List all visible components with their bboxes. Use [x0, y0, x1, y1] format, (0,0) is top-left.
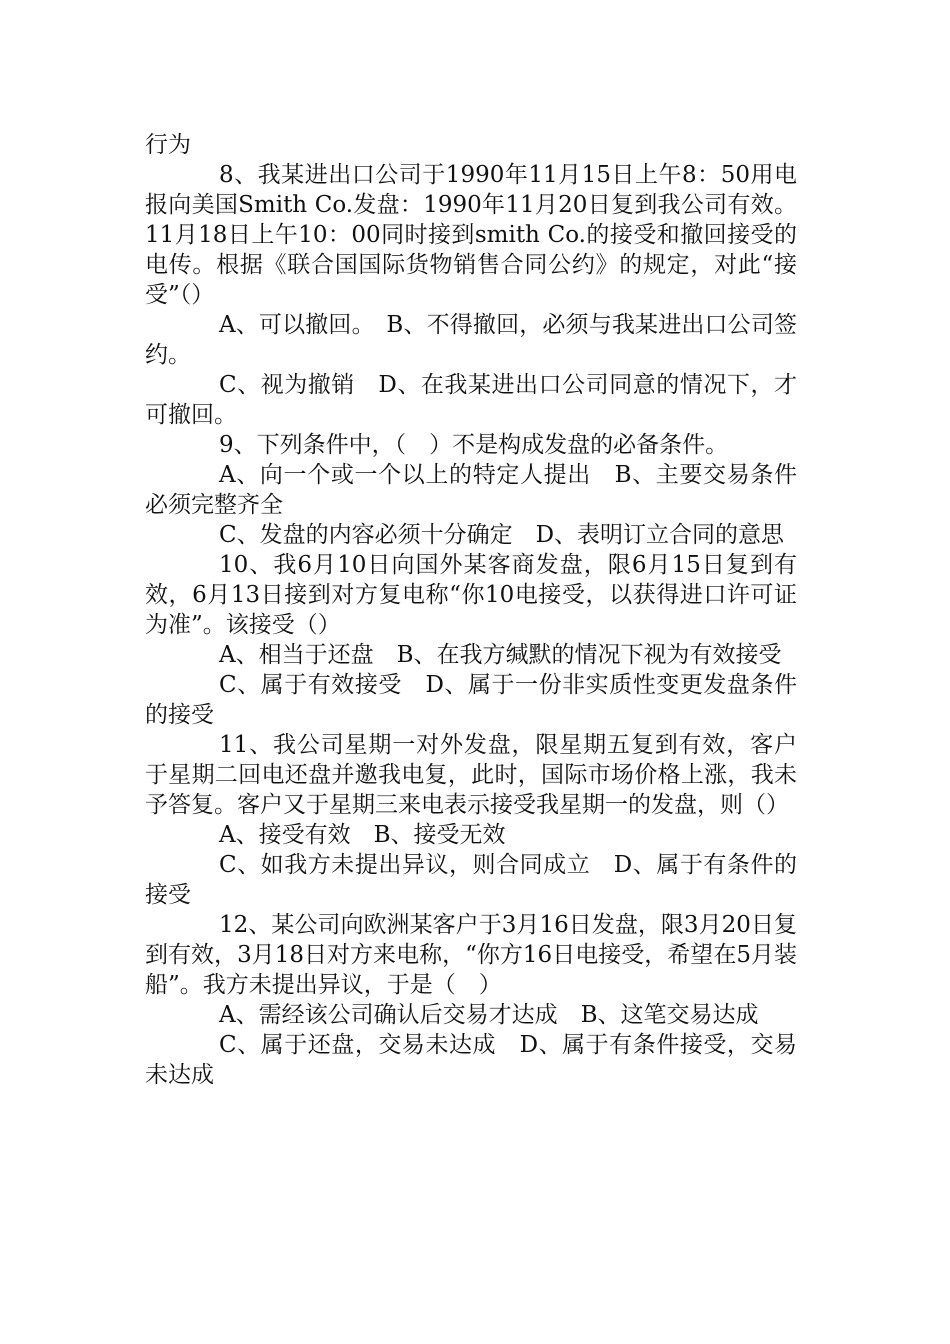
question-9: 9、下列条件中，（ ）不是构成发盘的必备条件。 — [219, 432, 729, 458]
question-12: 12、某公司向欧洲某客户于3月16日发盘，限3月20日复到有效，3月18日对方来电称，“你方16日电接受，希望在5月装船”。我方未提出异议，于是（ ） — [145, 912, 797, 998]
question-11: 11、我公司星期一对外发盘，限星期五复到有效，客户于星期二回电还盘并邀我电复，此时，国际市场价格上涨，我未予答复。客户又于星期三来电表示接受我星期一的发盘，则（） — [145, 732, 797, 818]
question-11-options-cd: C、如我方未提出异议，则合同成立 D、属于有条件的接受 — [145, 852, 797, 908]
question-11-options-ab: A、接受有效 B、接受无效 — [219, 822, 506, 848]
question-12-options-ab: A、需经该公司确认后交易才达成 B、这笔交易达成 — [219, 1002, 759, 1028]
document-page — [145, 130, 797, 1090]
question-12-options-cd: C、属于还盘，交易未达成 D、属于有条件接受，交易未达成 — [145, 1032, 797, 1088]
question-10-options-ab: A、相当于还盘 B、在我方缄默的情况下视为有效接受 — [219, 642, 782, 668]
paragraph-continuation: 行为 — [145, 132, 191, 158]
question-10: 10、我6月10日向国外某客商发盘，限6月15日复到有效，6月13日接到对方复电称“你10电接受，以获得进口许可证为准”。该接受（） — [145, 552, 797, 638]
question-8-options-cd: C、视为撤销 D、在我某进出口公司同意的情况下，才可撤回。 — [145, 372, 797, 428]
question-9-options-cd: C、发盘的内容必须十分确定 D、表明订立合同的意思 — [219, 522, 785, 548]
question-8-options-ab: A、可以撤回。 B、不得撤回，必须与我某进出口公司签约。 — [145, 312, 797, 368]
question-10-options-cd: C、属于有效接受 D、属于一份非实质性变更发盘条件的接受 — [145, 672, 797, 728]
question-8: 8、我某进出口公司于1990年11月15日上午8：50用电报向美国Smith Co.发盘：1990年11月20日复到我公司有效。11月18日上午10：00同时接到smith Co.的接受和撤回接受的电传。根据《联合国国际货物销售合同公约》的规定，对此“接受”（） — [145, 162, 797, 308]
question-9-options-ab: A、向一个或一个以上的特定人提出 B、主要交易条件必须完整齐全 — [145, 462, 797, 518]
